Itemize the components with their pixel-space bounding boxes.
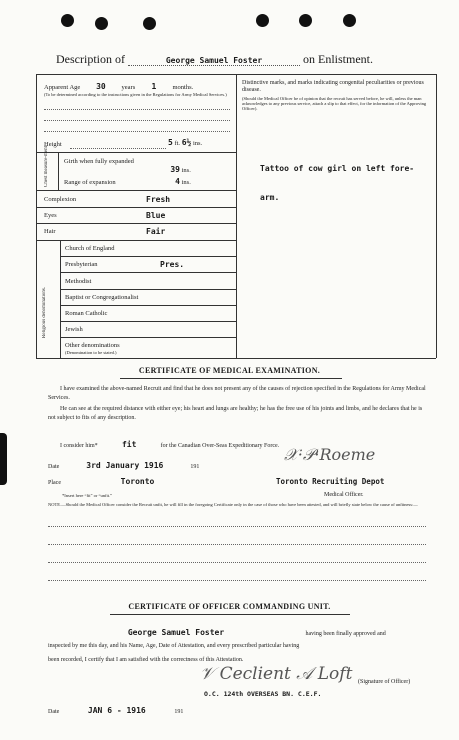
after-name: having been finally approved and [305,631,386,637]
religion-item: Methodist [65,278,92,285]
marks-value-line1: Tattoo of cow girl on left fore- [260,164,415,173]
commanding-stamp: O.C. 124th OVERSEAS BN. C.E.F. [204,690,322,698]
punch-hole [343,14,356,27]
commanding-officer-label: (Signature of Officer) [358,679,411,685]
row-rule [36,223,236,224]
blank-line [44,120,230,121]
commanding-line2: inspected by me this day, and his Name, Age, Date of Attestation, and every prescribed particular having [48,643,300,649]
row-rule [36,240,236,241]
girth-unit: ins. [181,167,191,174]
height-values [168,138,202,147]
consider-prefix: I consider him* [60,443,98,449]
commanding-date-row [48,706,183,715]
medical-stamp: Toronto Recruiting Depot [276,477,385,486]
medical-date: 3rd January 1916 [86,461,164,470]
commanding-date: JAN 6 - 1916 [87,706,146,715]
box-bottom [36,358,436,359]
eyes-label: Eyes [44,212,57,219]
religion-divider [60,240,61,358]
commanding-title: CERTIFICATE OF OFFICER COMMANDING UNIT. [128,602,331,611]
months-label: months. [172,84,194,91]
age-years: 30 [96,82,106,91]
date-label: Date [48,464,60,470]
row-rule [60,289,236,290]
religion-item: Presbyterian [65,261,98,268]
religion-item: Church of England [65,245,115,252]
punch-hole [95,17,108,30]
religion-item: Baptist or Congregationalist [65,294,139,301]
height-feet: 5 [168,138,173,147]
medical-para2: He can see at the required distance with either eye; his heart and lungs are healthy; he has the free use of his joints and limbs, and he declares that he is not subject to fits of any description. [48,406,423,421]
insert-note: *Insert here “fit” or “unfit.” [62,493,113,498]
medical-officer-signature: 𝒳·𝒫·Roeme [284,445,376,464]
consider-suffix: for the Canadian Over-Seas Expeditionary Force. [160,443,280,449]
title-rule [110,614,350,615]
medical-date-row [48,461,199,470]
complexion-label: Complexion [44,196,77,203]
complexion-value: Fresh [146,195,171,204]
height-dotted [70,148,166,149]
chest-divider [58,152,59,190]
age-months: 1 [151,82,157,91]
religion-other-note: (Denomination to be stated.) [65,350,117,355]
year-tail: 191 [174,709,184,715]
punch-hole [143,17,156,30]
medical-officer-label: Medical Officer. [324,492,364,498]
range-label: Range of expansion [64,179,116,186]
range-value: 4 [175,177,180,186]
height-inches: 6½ [181,138,192,147]
consider-line [60,440,279,449]
fit-value: fit [121,440,137,449]
row-rule [36,207,236,208]
blank-line [44,131,230,132]
ins-label: ins. [192,140,203,147]
religion-item: Jewish [65,326,83,333]
title-rule [120,378,342,379]
page-edge-mark [0,433,7,485]
age-note: (To be determined according to the instructions given in the Regulations for Army Medical Services.) [44,92,227,97]
religion-item: Other denominations [65,342,120,349]
ft-label: ft. [174,140,181,147]
punch-hole [299,14,312,27]
religion-value: Pres. [160,260,185,269]
box-left [36,74,37,358]
religion-item: Roman Catholic [65,310,108,317]
row-rule [60,256,236,257]
medical-title: CERTIFICATE OF MEDICAL EXAMINATION. [138,366,321,375]
blank-line [48,580,426,581]
row-rule [60,321,236,322]
range-unit: ins. [181,179,191,186]
row-rule [60,337,236,338]
commanding-signature: 𝒱 Ceclient 𝒜 Loft [200,664,353,684]
girth-values [150,165,191,174]
girth-label: Girth when fully expanded [64,158,134,165]
marks-label: Distinctive marks, and marks indicating congenital peculiarities or previous disease. [242,80,424,93]
page-title [56,52,373,67]
year-tail: 191 [190,464,200,470]
range-values [150,177,191,186]
chest-top [36,152,236,153]
age-row [44,82,193,91]
blank-line [48,544,426,545]
blank-line [48,526,426,527]
blank-line [48,562,426,563]
date-label: Date [48,709,60,715]
marks-value-line2: arm. [260,193,280,202]
box-right [436,74,437,358]
hair-value: Fair [146,227,166,236]
hair-label: Hair [44,228,56,235]
recruit-name: George Samuel Foster [128,56,300,66]
chest-group-label: Chest measure-ment. [44,144,49,187]
height-label: Height [44,141,62,148]
chest-bottom [36,190,236,191]
commanding-name: George Samuel Foster [127,628,225,637]
blank-line [44,109,230,110]
medical-para1: I have examined the above-named Recruit and find that he does not present any of the causes of rejection specified in the Regulations for Army Medical Services. [48,386,426,401]
girth-value: 39 [170,165,180,174]
title-prefix: Description of [56,52,125,66]
title-suffix: on Enlistment. [302,52,373,66]
religion-group-label: Religious denominations. [42,286,47,338]
row-rule [60,272,236,273]
marks-note: (Should the Medical Officer be of opinion that the recruit has served before, he will, unless the man acknowledges to any previous service, attach a slip to that effect, for the information of the Approving Officer). [242,96,427,111]
punch-hole [61,14,74,27]
commanding-line1 [48,628,386,637]
medical-place-row [48,477,213,486]
eyes-value: Blue [146,211,166,220]
medical-note: NOTE.—Should the Medical Officer consider the Recruit unfit, he will fill in the foregoing Certificate only in the case of those who have been attested, and will briefly state below the cause of unfitness:— [48,502,418,507]
row-rule [60,305,236,306]
years-label: years [121,84,136,91]
commanding-line3: been recorded, I certify that I am satisfied with the correctness of this Attestation. [48,657,244,663]
age-label: Apparent Age [44,84,81,91]
medical-place: Toronto [120,477,155,486]
place-label: Place [48,480,61,486]
box-divider [236,74,237,358]
punch-hole [256,14,269,27]
